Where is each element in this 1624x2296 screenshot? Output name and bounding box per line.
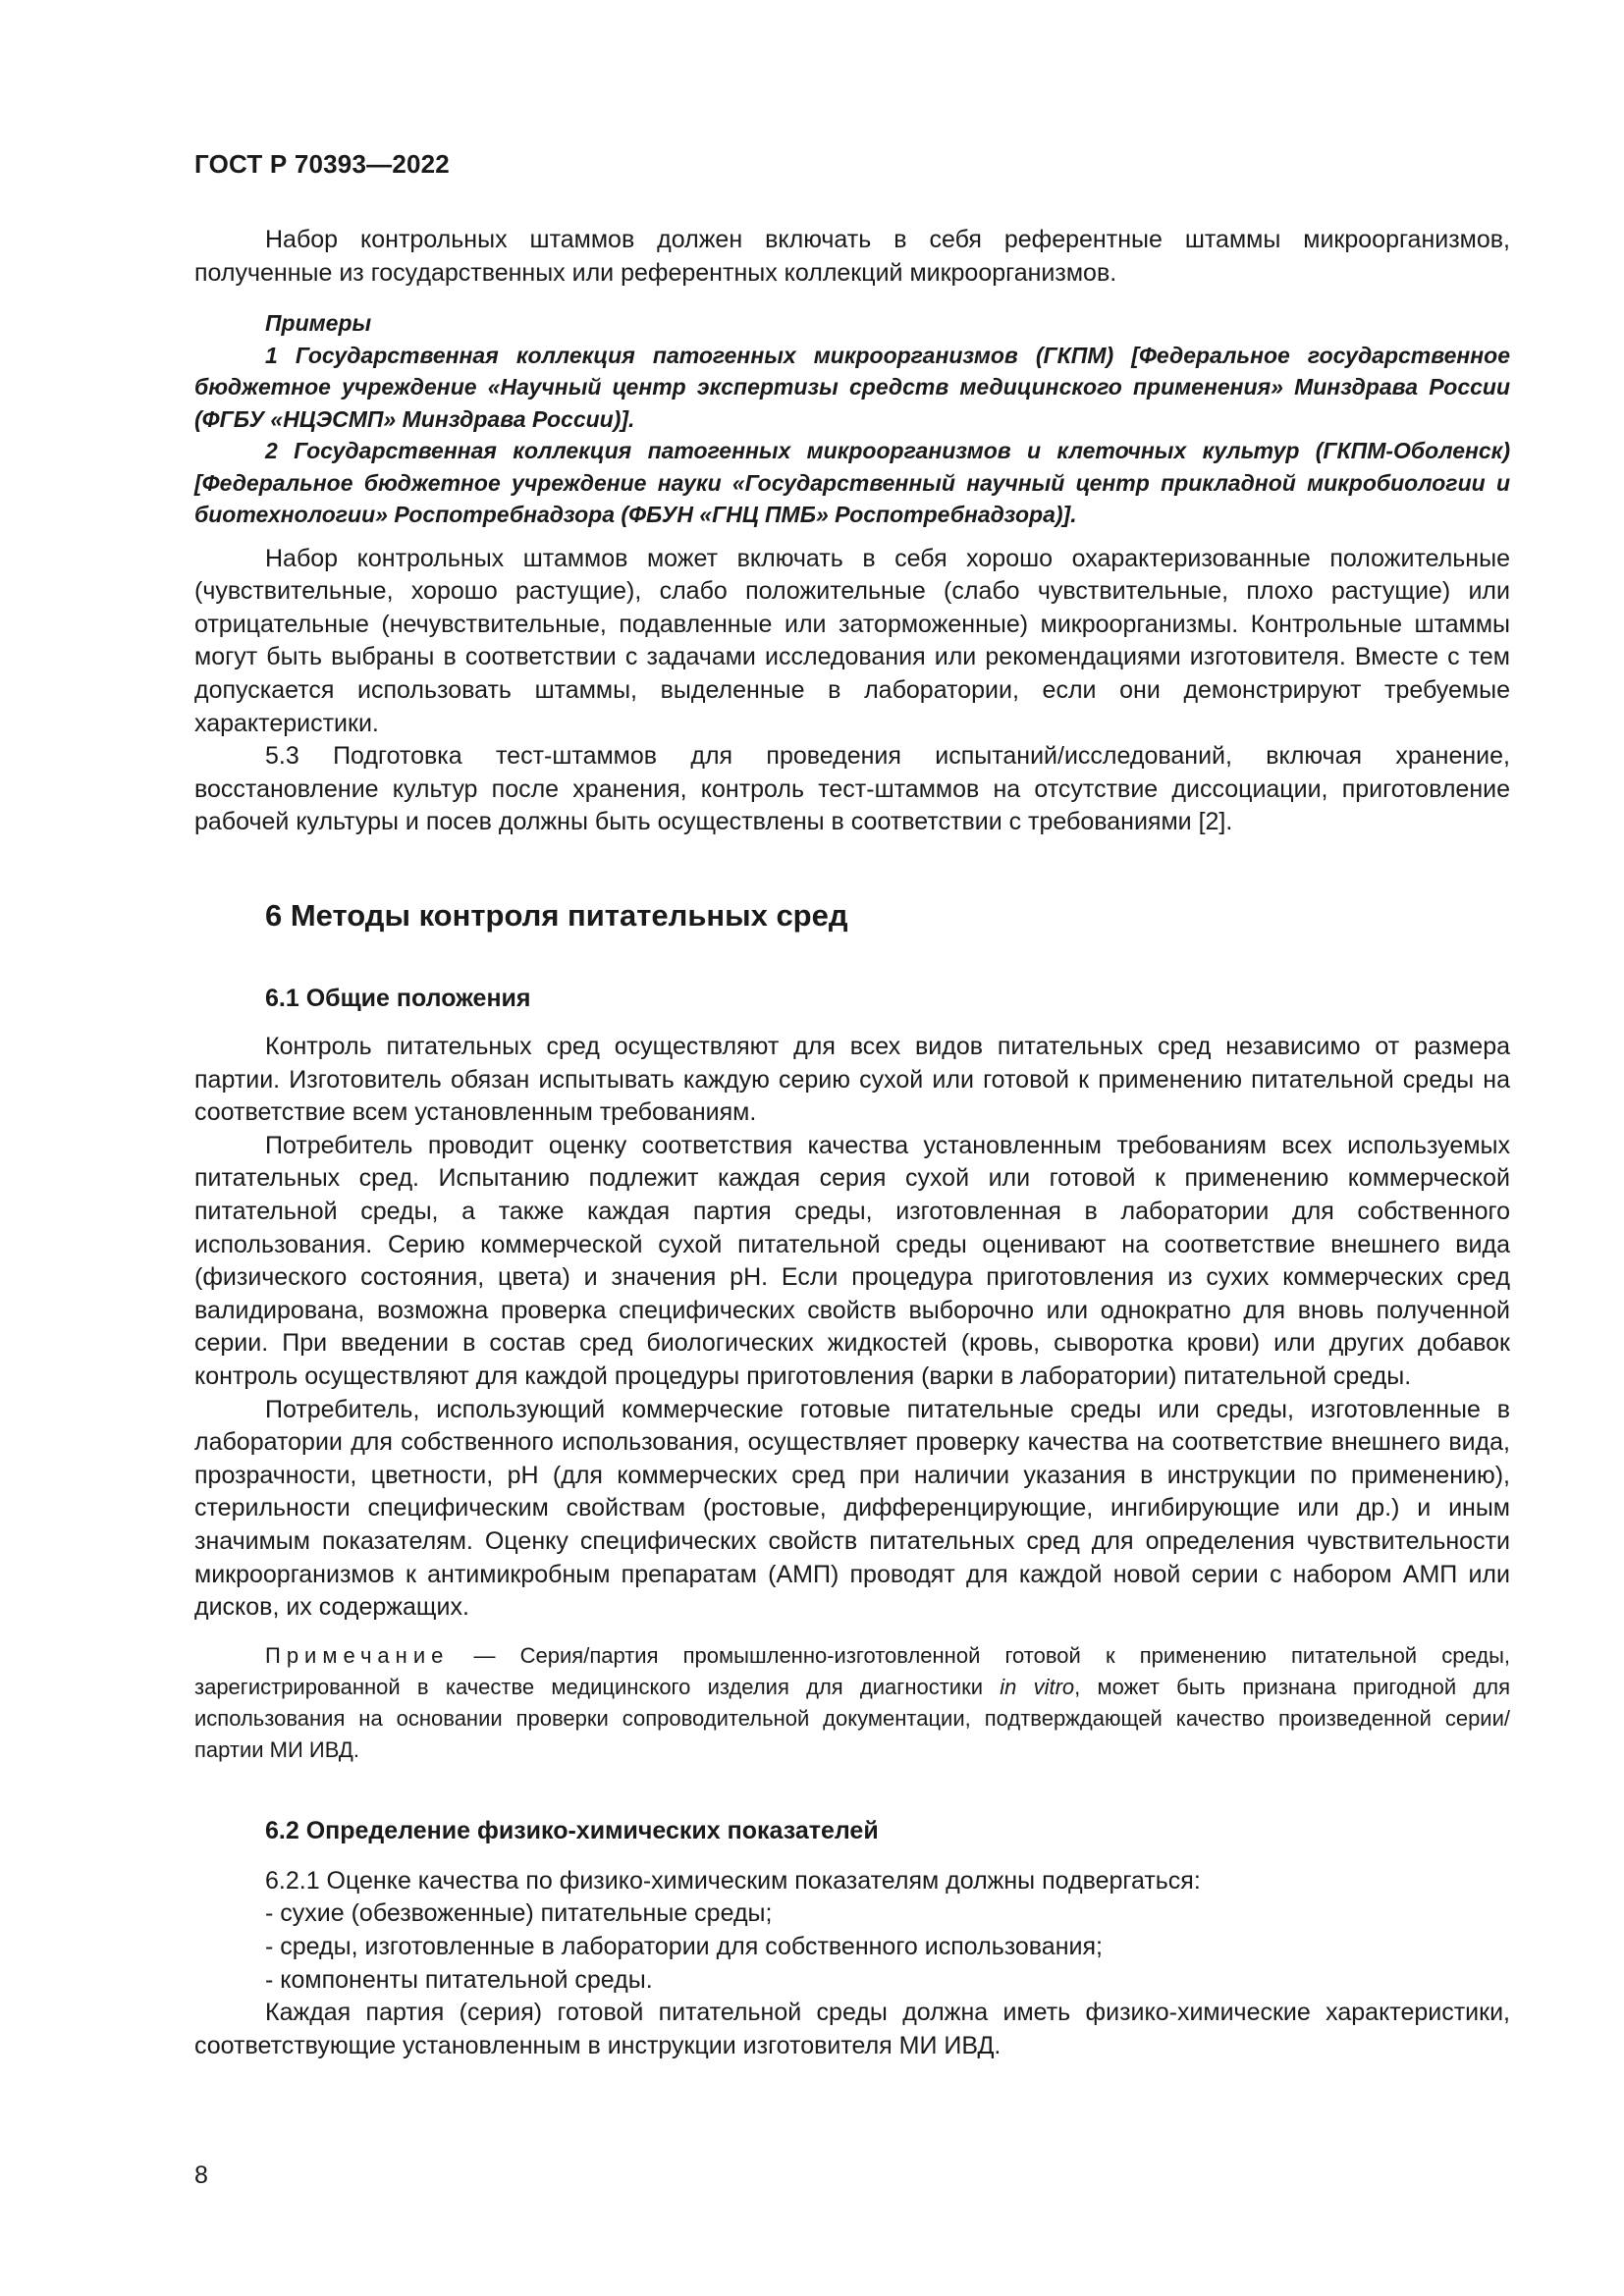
note-label: Примечание bbox=[265, 1642, 450, 1668]
standard-header: ГОСТ Р 70393—2022 bbox=[194, 149, 450, 179]
s62-list-block bbox=[194, 1865, 1510, 1997]
s61-paragraph-1: Контроль питательных сред осуществляют для всех видов питательных сред независимо от размера партии. Изготовитель обязан испытывать каждую серию сухой или готовой к применению питательной среды на соответствие всем установленным требованиям. bbox=[194, 1033, 1510, 1127]
example-item-1: 1 Государственная коллекция патогенных микроорганизмов (ГКПМ) [Федеральное государственное бюджетное учреждение «Научный центр экспертизы средств медицинского применения» Минздрава России (ФГБУ «НЦЭСМП» Минздрава России)]. bbox=[194, 342, 1510, 432]
control-strains-paragraph: Набор контрольных штаммов может включать в себя хорошо охарактеризованные положительные (чувствительные, хорошо растущие), слабо положительные (слабо чувствительные, плохо растущие) или отрицательные (нечувствительные, подавленные или заторможенные) микроорганизмы. Контрольные штаммы могут быть выбраны в соответствии с задачами исследования или рекомендациями изготовителя. Вместе с тем допускается использовать штаммы, выделенные в лаборатории, если они демонстрируют требуемые характеристики. bbox=[194, 544, 1510, 737]
page-content bbox=[194, 224, 1510, 2062]
intro-paragraph: Набор контрольных штаммов должен включать в себя референтные штаммы микроорганизмов, полученные из государственных или референтных коллекций микроорганизмов. bbox=[194, 226, 1510, 287]
note-dash: — bbox=[449, 1642, 520, 1668]
example-item-2: 2 Государственная коллекция патогенных микроорганизмов и клеточных культур (ГКПМ-Оболенск) [Федеральное бюджетное учреждение науки «Государственный научный центр прикладной микробиологии и биотехнологии» Роспотребнадзора (ФБУН «ГНЦ ПМБ» Роспотребнадзора)]. bbox=[194, 438, 1510, 528]
page-number: 8 bbox=[194, 2162, 208, 2189]
subsection-6-2-title: 6.2 Определение физико-химических показателей bbox=[265, 1816, 879, 1844]
examples-block bbox=[194, 307, 1510, 531]
s62-clause-6-2-1: 6.2.1 Оценке качества по физико-химическим показателям должны подвергаться: bbox=[265, 1866, 1201, 1895]
note-text-after: , может быть признана пригодной для использования на основании проверки сопроводительной документации, подтверждающей качество произведенной серии/партии МИ ИВД. bbox=[194, 1674, 1510, 1762]
s61-paragraph-3: Потребитель, использующий коммерческие готовые питательные среды или среды, изготовленные в лаборатории для собственного использования, осуществляет проверку качества на соответствие внешнего вида, прозрачности, цветности, pH (для коммерческих сред при наличии указания в инструкции по применению), стерильности специфическим свойствам (ростовые, дифференцирующие, ингибирующие или др.) и иным значимым показателям. Оценку специфических свойств питательных сред для определения чувствительности микроорганизмов к антимикробным препаратам (АМП) проводят для каждой новой серии с набором АМП или дисков, их содержащих. bbox=[194, 1395, 1510, 1622]
s62-paragraph-2: Каждая партия (серия) готовой питательной среды должна иметь физико-химические характеристики, соответствующие установленным в инструкции изготовителя МИ ИВД. bbox=[194, 1999, 1510, 2059]
note-text-italic: in vitro bbox=[1000, 1674, 1075, 1699]
clause-5-3-paragraph: 5.3 Подготовка тест-штаммов для проведения испытаний/исследований, включая хранение, восстановление культур после хранения, контроль тест-штаммов на отсутствие диссоциации, приготовление рабочей культуры и посев должны быть осуществлены в соответствии с требованиями [2]. bbox=[194, 742, 1510, 836]
subsection-6-1-title: 6.1 Общие положения bbox=[265, 985, 531, 1013]
note-block bbox=[194, 1640, 1510, 1766]
list-item: - среды, изготовленные в лаборатории для собственного использования; bbox=[265, 1932, 1103, 1960]
note-text-before: Серия/партия промышленно-изготовленной готовой к применению питательной среды, зарегистрированной в качестве медицинского изделия для диагностики bbox=[194, 1642, 1510, 1699]
section-6-title: 6 Методы контроля питательных сред bbox=[265, 898, 848, 934]
s61-paragraph-2: Потребитель проводит оценку соответствия качества установленным требованиям всех используемых питательных сред. Испытанию подлежит каждая серия сухой или готовой к применению коммерческой питательной среды, а также каждая партия среды, изготовленная в лаборатории для собственного использования. Серию коммерческой сухой питательной среды оценивают на соответствие внешнего вида (физического состояния, цвета) и значения pH. Если процедура приготовления из сухих коммерческих сред валидирована, возможна проверка специфических свойств выборочно или однократно для вновь полученной серии. При введении в состав сред биологических жидкостей (кровь, сыворотка крови) или других добавок контроль осуществляют для каждой процедуры приготовления (варки в лаборатории) питательной среды. bbox=[194, 1131, 1510, 1390]
list-item: - сухие (обезвоженные) питательные среды; bbox=[265, 1899, 773, 1928]
list-item: - компоненты питательной среды. bbox=[265, 1965, 653, 1994]
examples-title: Примеры bbox=[265, 310, 372, 337]
note-paragraph bbox=[194, 1640, 1510, 1766]
